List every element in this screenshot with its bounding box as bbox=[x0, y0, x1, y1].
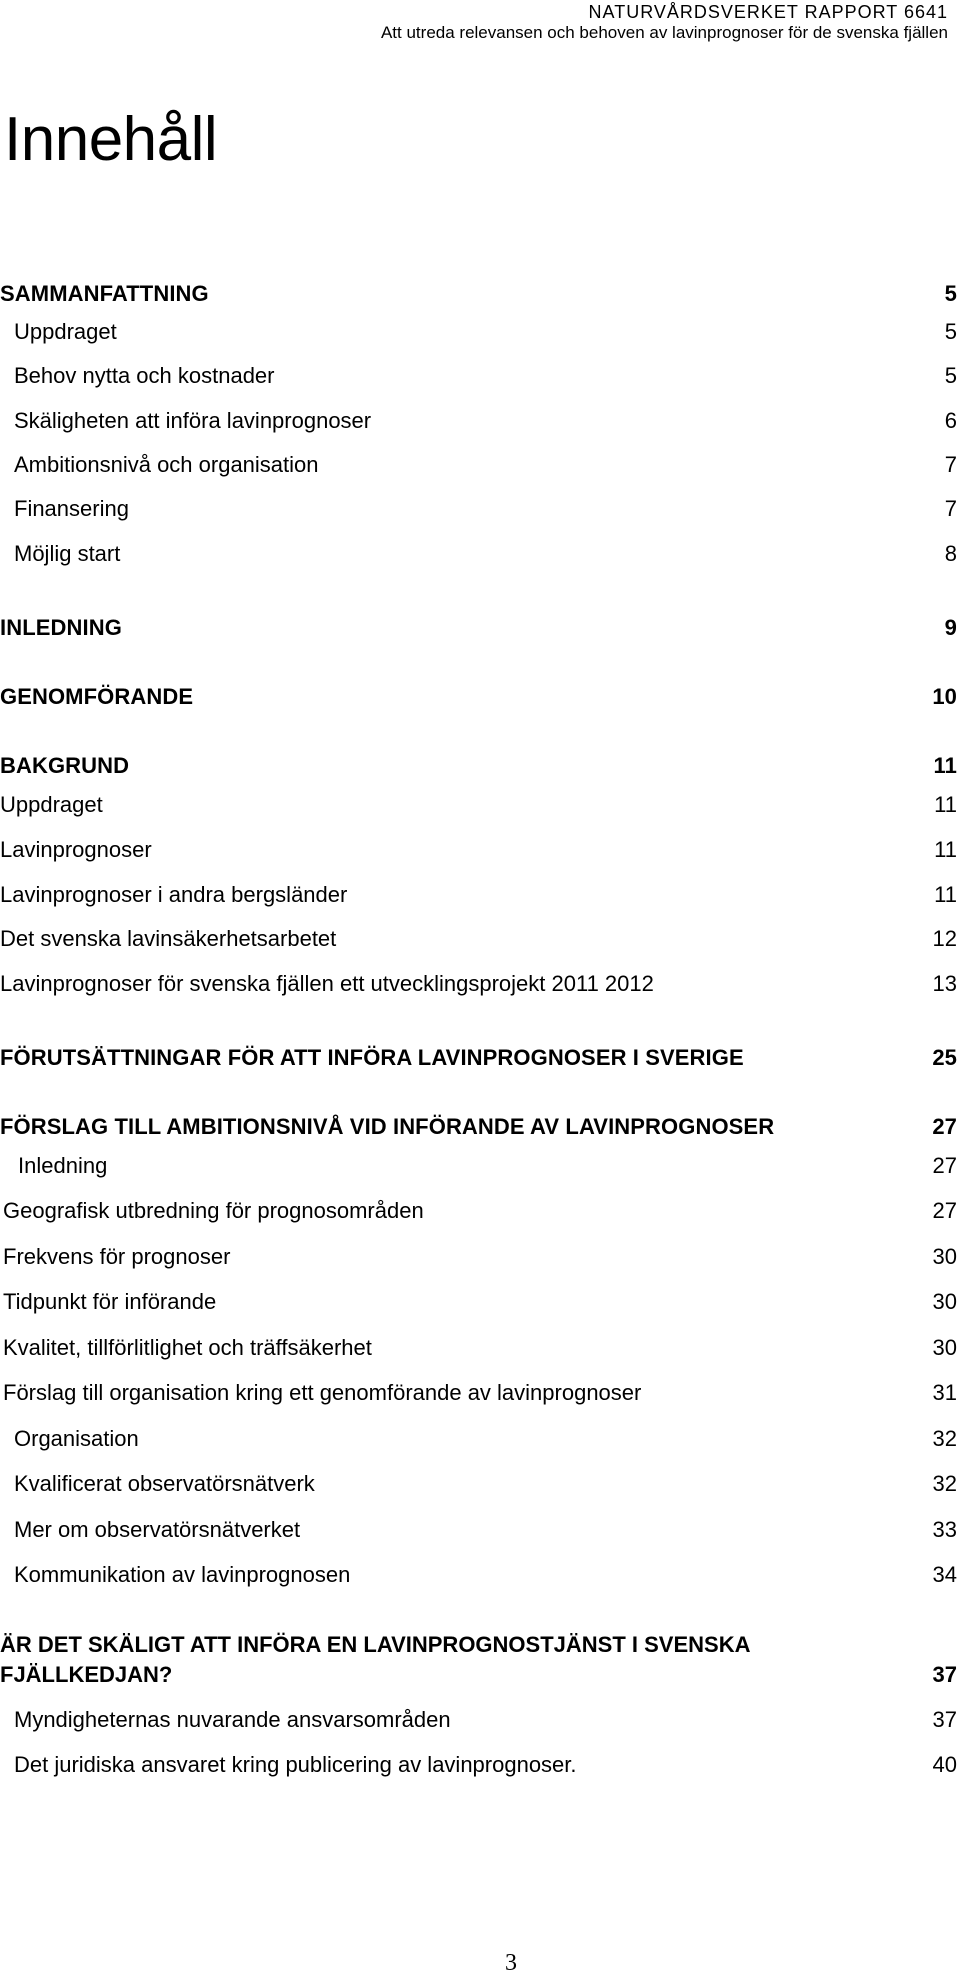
toc-entry-uppdraget[interactable] bbox=[0, 318, 957, 346]
page-number: 3 bbox=[505, 1950, 517, 1976]
toc-label: Uppdraget bbox=[0, 792, 103, 817]
toc-page: 27 bbox=[932, 1198, 957, 1223]
toc-page: 12 bbox=[932, 926, 957, 951]
toc-entry-observatorsnatverket[interactable] bbox=[0, 1516, 957, 1544]
toc-page: 25 bbox=[932, 1045, 957, 1070]
toc-label: Behov nytta och kostnader bbox=[14, 363, 275, 388]
toc-page: 37 bbox=[932, 1662, 957, 1687]
toc-page: 8 bbox=[944, 541, 957, 566]
toc-entry-uppdraget-2[interactable] bbox=[0, 791, 957, 819]
toc-entry-utvecklingsprojekt[interactable] bbox=[0, 970, 957, 998]
toc-entry-kommunikation[interactable] bbox=[0, 1561, 957, 1589]
toc-entry-inledning-2[interactable] bbox=[0, 1152, 957, 1180]
toc-entry-finansering[interactable] bbox=[0, 495, 957, 523]
toc-page: 7 bbox=[944, 452, 957, 477]
toc-page: 10 bbox=[932, 684, 957, 709]
toc-label: Frekvens för prognoser bbox=[3, 1244, 231, 1269]
toc-page: 5 bbox=[944, 319, 957, 344]
toc-page: 30 bbox=[932, 1244, 957, 1269]
toc-page: 32 bbox=[932, 1426, 957, 1451]
toc-label: Mer om observatörsnätverket bbox=[14, 1517, 301, 1542]
toc-label: Tidpunkt för införande bbox=[3, 1289, 217, 1314]
toc-entry-kvalitet[interactable] bbox=[0, 1334, 957, 1362]
toc-page: 13 bbox=[932, 971, 957, 996]
toc-label: Förslag till organisation kring ett genomförande av lavinprognoser bbox=[3, 1380, 642, 1405]
toc-page: 27 bbox=[932, 1153, 957, 1178]
toc-page: 9 bbox=[944, 615, 957, 640]
toc-entry-forslag-ambitionsniva[interactable] bbox=[0, 1113, 957, 1141]
toc-label-line1: ÄR DET SKÄLIGT ATT INFÖRA EN LAVINPROGNOSTJÄNST I SVENSKA bbox=[0, 1632, 751, 1657]
toc-page: 40 bbox=[932, 1752, 957, 1777]
toc-entry-forslag-organisation[interactable] bbox=[0, 1379, 957, 1407]
toc-entry-skaligheten[interactable] bbox=[0, 407, 957, 435]
toc-entry-ambitionsniva[interactable] bbox=[0, 451, 957, 479]
toc-entry-mojlig-start[interactable] bbox=[0, 540, 957, 568]
toc-entry-organisation[interactable] bbox=[0, 1425, 957, 1453]
toc-label: INLEDNING bbox=[0, 615, 122, 640]
toc-page: 7 bbox=[944, 496, 957, 521]
toc-entry-tidpunkt[interactable] bbox=[0, 1288, 957, 1316]
toc-page: 34 bbox=[932, 1562, 957, 1587]
toc-label: SAMMANFATTNING bbox=[0, 281, 209, 306]
toc-label: Det svenska lavinsäkerhetsarbetet bbox=[0, 926, 337, 951]
toc-page: 30 bbox=[932, 1289, 957, 1314]
toc-entry-sammanfattning[interactable] bbox=[0, 280, 957, 308]
toc-label: Organisation bbox=[14, 1426, 139, 1451]
report-subtitle: Att utreda relevansen och behoven av lavinprognoser för de svenska fjällen bbox=[380, 23, 948, 42]
toc-entry-kvalificerat-natverk[interactable] bbox=[0, 1470, 957, 1498]
toc-page: 30 bbox=[932, 1335, 957, 1360]
toc-label: Ambitionsnivå och organisation bbox=[14, 452, 319, 477]
toc-label: Skäligheten att införa lavinprognoser bbox=[14, 408, 372, 433]
toc-entry-genomforande[interactable] bbox=[0, 683, 957, 711]
toc-entry-lavinprognoser[interactable] bbox=[0, 836, 957, 864]
toc-label: Uppdraget bbox=[14, 319, 117, 344]
toc-page: 11 bbox=[934, 792, 957, 817]
toc-entry-skaligt-lavinprognostjanst[interactable] bbox=[0, 1630, 957, 1690]
toc-page: 11 bbox=[934, 837, 957, 862]
toc-label: Det juridiska ansvaret kring publicering av lavinprognoser. bbox=[14, 1752, 577, 1777]
toc-label: Lavinprognoser bbox=[0, 837, 152, 862]
toc-label: Kvalificerat observatörsnätverk bbox=[14, 1471, 315, 1496]
toc-label: Finansering bbox=[14, 496, 129, 521]
report-number: NATURVÅRDSVERKET RAPPORT 6641 bbox=[588, 2, 948, 22]
toc-entry-frekvens[interactable] bbox=[0, 1243, 957, 1271]
toc-label: Lavinprognoser i andra bergsländer bbox=[0, 882, 348, 907]
toc-label-line2: FJÄLLKEDJAN? bbox=[0, 1662, 173, 1687]
toc-page: 6 bbox=[944, 408, 957, 433]
toc-page: 37 bbox=[932, 1707, 957, 1732]
toc-label: Myndigheternas nuvarande ansvarsområden bbox=[14, 1707, 451, 1732]
toc-label: Kvalitet, tillförlitlighet och träffsäkerhet bbox=[3, 1335, 372, 1360]
toc-entry-inledning[interactable] bbox=[0, 614, 957, 642]
toc-page: 5 bbox=[944, 363, 957, 388]
toc-entry-bakgrund[interactable] bbox=[0, 752, 957, 780]
page-title: Innehåll bbox=[4, 105, 218, 174]
toc-label: BAKGRUND bbox=[0, 753, 130, 778]
toc-entry-geografisk-utbredning[interactable] bbox=[0, 1197, 957, 1225]
toc-label: FÖRUTSÄTTNINGAR FÖR ATT INFÖRA LAVINPROGNOSER I SVERIGE bbox=[0, 1045, 744, 1070]
toc-label: Möjlig start bbox=[14, 541, 121, 566]
toc-label: GENOMFÖRANDE bbox=[0, 684, 194, 709]
toc-page: 27 bbox=[932, 1114, 957, 1139]
toc-page: 32 bbox=[932, 1471, 957, 1496]
toc-entry-myndigheternas-ansvar[interactable] bbox=[0, 1706, 957, 1734]
toc-label: FÖRSLAG TILL AMBITIONSNIVÅ VID INFÖRANDE AV LAVINPROGNOSER bbox=[0, 1114, 775, 1139]
toc-entry-juridiska-ansvaret[interactable] bbox=[0, 1751, 957, 1779]
toc-page: 5 bbox=[944, 281, 957, 306]
toc-entry-forutsattningar[interactable] bbox=[0, 1044, 957, 1072]
toc-entry-behov[interactable] bbox=[0, 362, 957, 390]
toc-page: 31 bbox=[932, 1380, 957, 1405]
toc-page: 11 bbox=[933, 753, 957, 778]
toc-page: 33 bbox=[932, 1517, 957, 1542]
toc-entry-lavinsakerhetsarbetet[interactable] bbox=[0, 925, 957, 953]
toc-label: Inledning bbox=[18, 1153, 108, 1178]
toc-label: Geografisk utbredning för prognosområden bbox=[3, 1198, 424, 1223]
toc-label: Lavinprognoser för svenska fjällen ett utvecklingsprojekt 2011 2012 bbox=[0, 971, 654, 996]
toc-label: Kommunikation av lavinprognosen bbox=[14, 1562, 351, 1587]
toc-page: 11 bbox=[934, 882, 957, 907]
toc-entry-andra-bergslander[interactable] bbox=[0, 881, 957, 909]
